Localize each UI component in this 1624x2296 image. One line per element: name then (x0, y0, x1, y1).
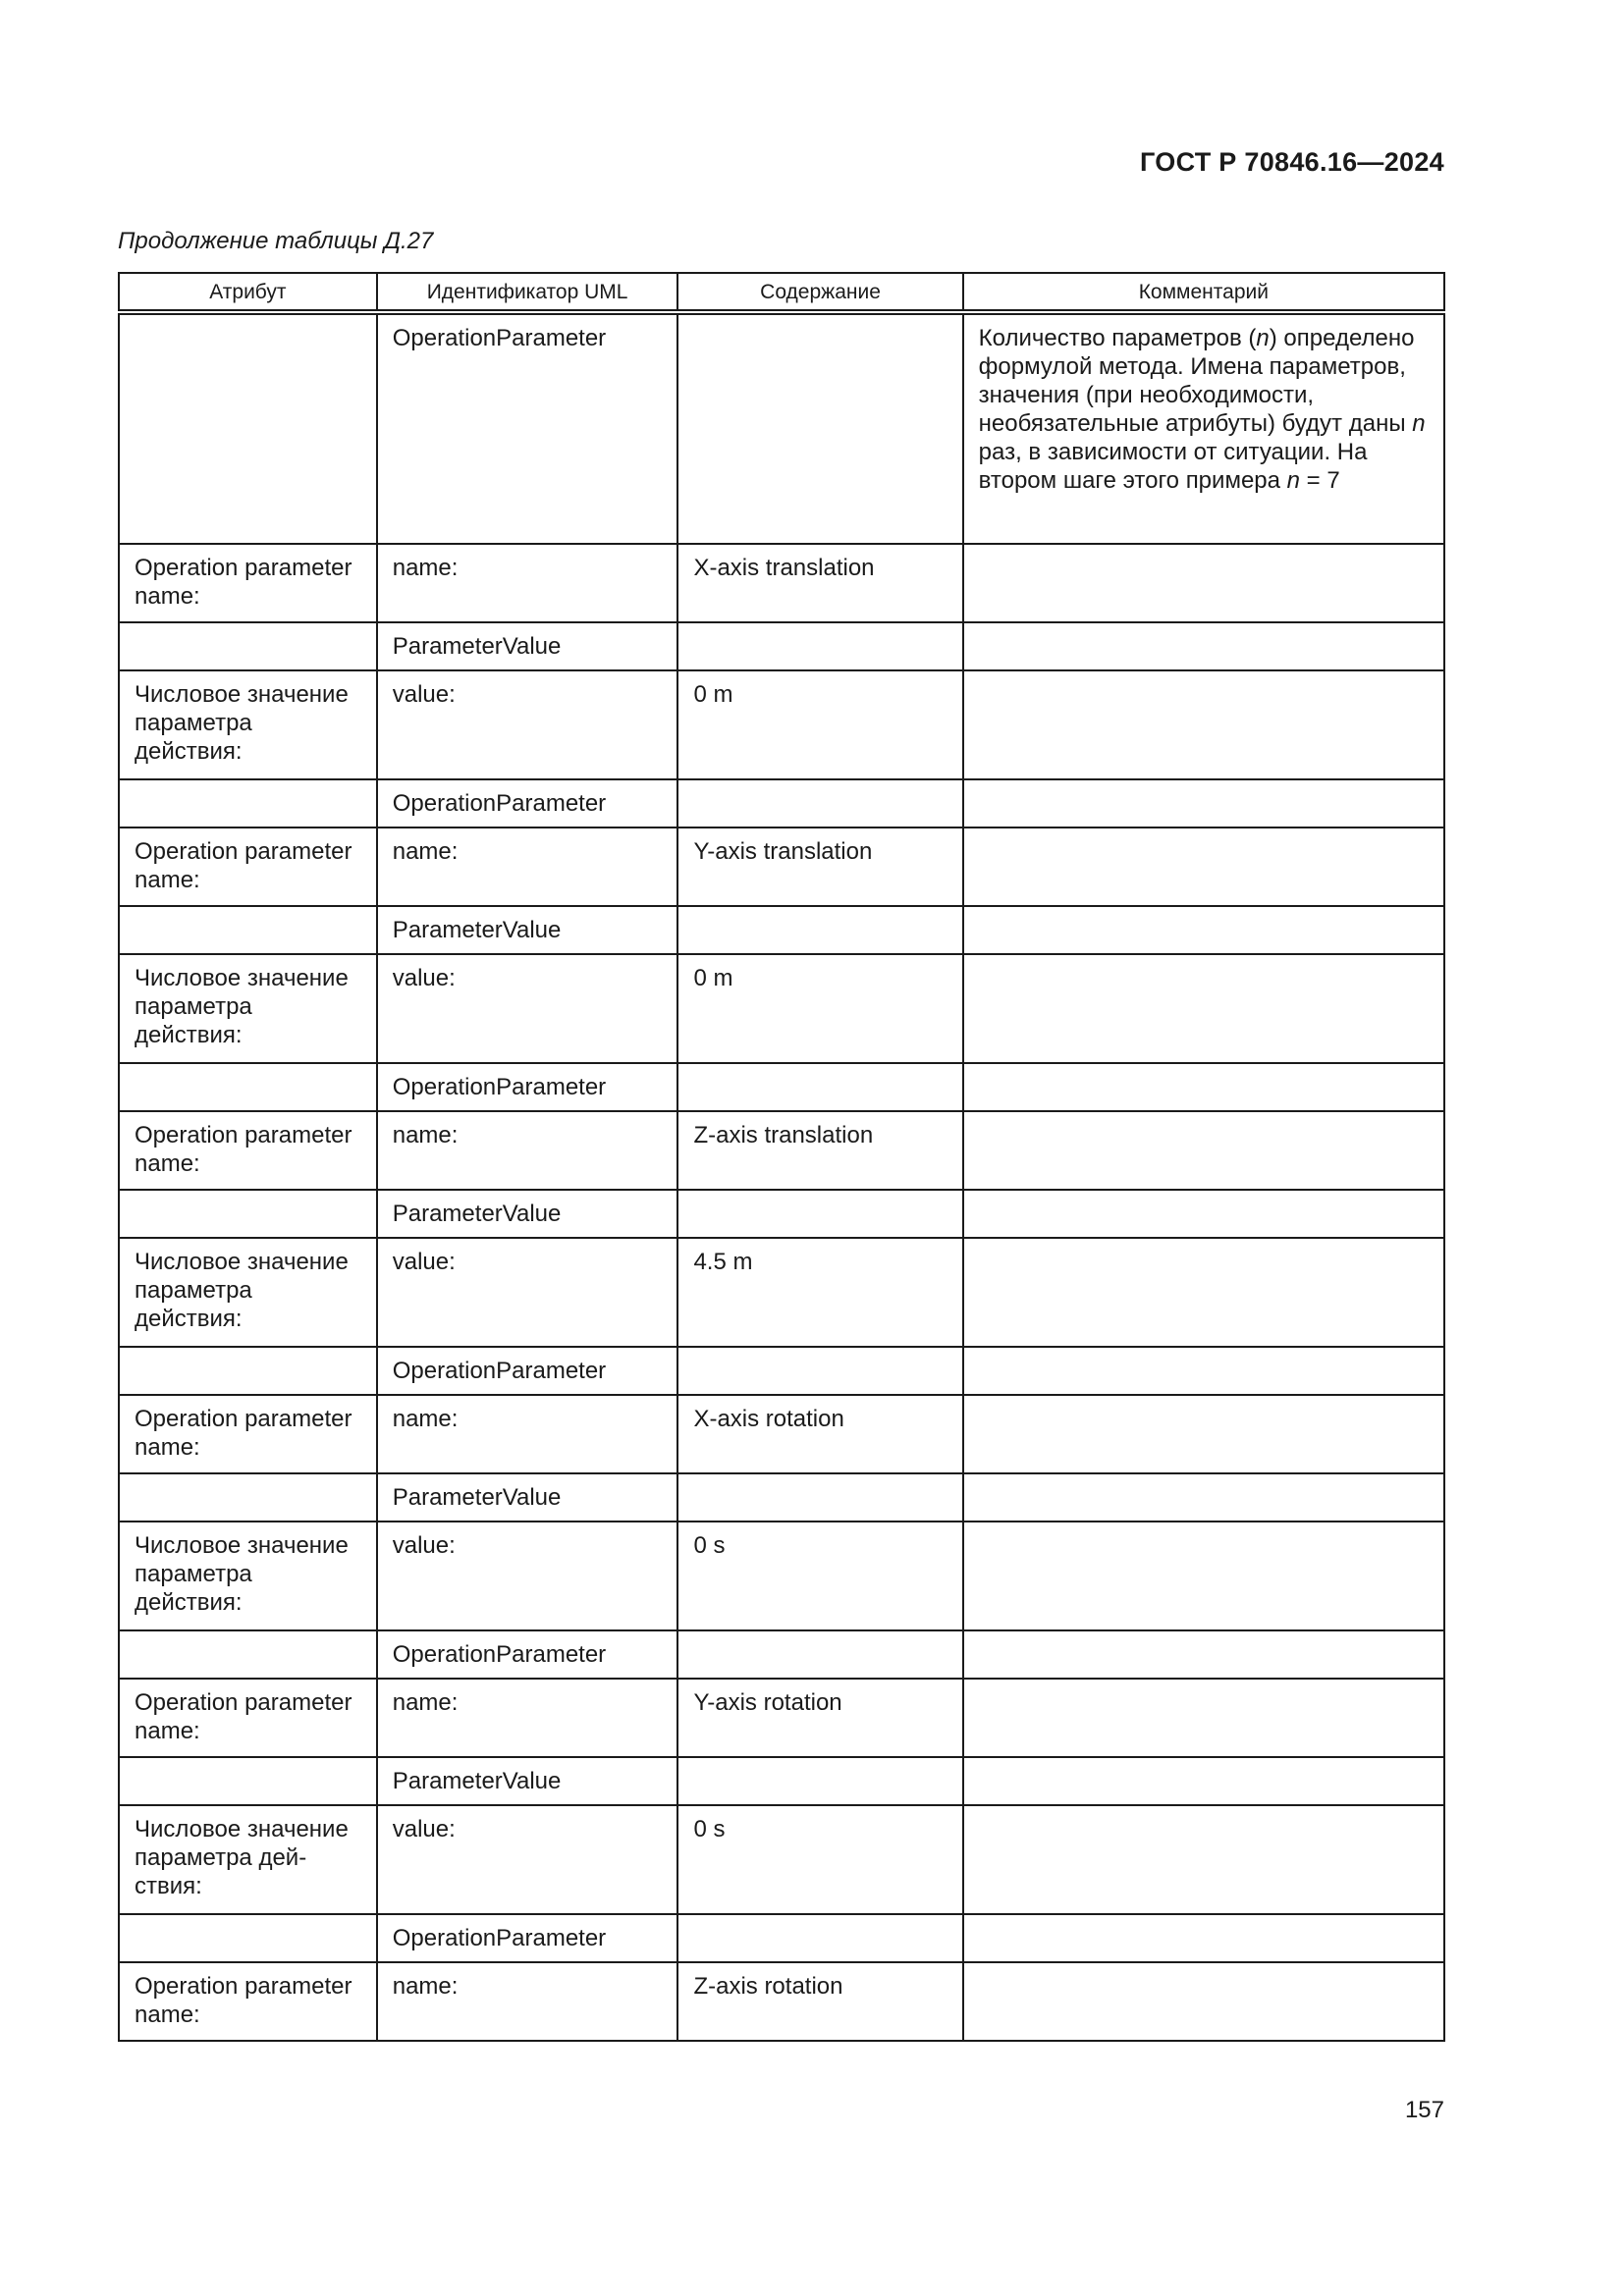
cell-attribute: Operation parameter name: (119, 828, 377, 906)
cell-uml: name: (377, 828, 678, 906)
cell-uml: name: (377, 1962, 678, 2041)
standard-designation: ГОСТ Р 70846.16—2024 (1140, 147, 1444, 177)
cell-uml: value: (377, 954, 678, 1063)
cell-attribute: Operation parameter name: (119, 544, 377, 622)
cell-comment (963, 622, 1444, 670)
cell-uml: OperationParameter (377, 1347, 678, 1395)
cell-content: X-axis translation (677, 544, 962, 622)
cell-uml: ParameterValue (377, 1473, 678, 1522)
table-row (119, 1063, 1444, 1111)
cell-content (677, 1473, 962, 1522)
header-comment: Комментарий (963, 273, 1444, 312)
header-attribute: Атрибут (119, 273, 377, 312)
table-header-row (119, 273, 1444, 312)
cell-attribute (119, 779, 377, 828)
cell-content: Z-axis translation (677, 1111, 962, 1190)
cell-comment (963, 1063, 1444, 1111)
cell-attribute: Operation parameter name: (119, 1395, 377, 1473)
cell-uml: OperationParameter (377, 312, 678, 544)
cell-comment (963, 544, 1444, 622)
cell-comment (963, 1190, 1444, 1238)
table-row (119, 1473, 1444, 1522)
cell-comment (963, 1962, 1444, 2041)
cell-attribute (119, 312, 377, 544)
cell-content (677, 906, 962, 954)
cell-uml: name: (377, 1111, 678, 1190)
cell-comment (963, 1630, 1444, 1679)
cell-content (677, 779, 962, 828)
cell-uml: name: (377, 544, 678, 622)
cell-comment: Количество параметров (n) определено формулой метода. Имена параметров, значения (при необходимости, необязательные атрибуты) будут даны n раз, в зависимости от ситуации. На втором шаге этого примера n = 7 (963, 312, 1444, 544)
cell-content: 0 m (677, 670, 962, 779)
cell-comment (963, 1914, 1444, 1962)
cell-content: 4.5 m (677, 1238, 962, 1347)
cell-comment (963, 954, 1444, 1063)
cell-uml: value: (377, 670, 678, 779)
cell-content (677, 1190, 962, 1238)
cell-attribute: Числовое значение параметра действия: (119, 954, 377, 1063)
cell-uml: OperationParameter (377, 1914, 678, 1962)
cell-comment (963, 779, 1444, 828)
cell-attribute: Operation parameter name: (119, 1679, 377, 1757)
cell-comment (963, 670, 1444, 779)
table-row (119, 1522, 1444, 1630)
cell-attribute (119, 1630, 377, 1679)
cell-attribute (119, 1757, 377, 1805)
cell-attribute: Operation parameter name: (119, 1111, 377, 1190)
cell-content: Y-axis translation (677, 828, 962, 906)
cell-attribute (119, 1473, 377, 1522)
table-row (119, 1111, 1444, 1190)
cell-uml: name: (377, 1679, 678, 1757)
table-row (119, 1347, 1444, 1395)
table-row (119, 906, 1444, 954)
cell-attribute (119, 1190, 377, 1238)
cell-comment (963, 1395, 1444, 1473)
cell-comment (963, 906, 1444, 954)
table-row (119, 670, 1444, 779)
cell-content (677, 1347, 962, 1395)
cell-content: 0 m (677, 954, 962, 1063)
cell-comment (963, 1347, 1444, 1395)
table-row (119, 312, 1444, 544)
header-content: Содержание (677, 273, 962, 312)
cell-content (677, 622, 962, 670)
cell-content (677, 312, 962, 544)
cell-content: 0 s (677, 1805, 962, 1914)
cell-comment (963, 1522, 1444, 1630)
cell-uml: OperationParameter (377, 1063, 678, 1111)
cell-attribute: Operation parameter name: (119, 1962, 377, 2041)
cell-attribute (119, 906, 377, 954)
cell-content: 0 s (677, 1522, 962, 1630)
header-uml-identifier: Идентификатор UML (377, 273, 678, 312)
table-row (119, 1679, 1444, 1757)
cell-attribute: Числовое значение параметра действия: (119, 670, 377, 779)
cell-uml: name: (377, 1395, 678, 1473)
table-row (119, 1805, 1444, 1914)
cell-attribute (119, 1914, 377, 1962)
table-row (119, 1757, 1444, 1805)
cell-uml: ParameterValue (377, 906, 678, 954)
cell-comment (963, 1757, 1444, 1805)
cell-attribute (119, 1063, 377, 1111)
page-number: 157 (1404, 2097, 1444, 2123)
cell-attribute (119, 1347, 377, 1395)
table-row (119, 622, 1444, 670)
cell-attribute (119, 622, 377, 670)
table-caption: Продолжение таблицы Д.27 (118, 228, 434, 254)
cell-uml: OperationParameter (377, 779, 678, 828)
cell-content (677, 1630, 962, 1679)
cell-content: Y-axis rotation (677, 1679, 962, 1757)
cell-comment (963, 1679, 1444, 1757)
cell-content (677, 1063, 962, 1111)
table-row (119, 1190, 1444, 1238)
attribute-table (118, 272, 1445, 2042)
cell-uml: value: (377, 1238, 678, 1347)
cell-uml: ParameterValue (377, 1757, 678, 1805)
cell-uml: value: (377, 1805, 678, 1914)
cell-content: Z-axis rotation (677, 1962, 962, 2041)
cell-attribute: Числовое значение параметра действия: (119, 1238, 377, 1347)
cell-content (677, 1757, 962, 1805)
cell-comment (963, 828, 1444, 906)
table-row (119, 1962, 1444, 2041)
cell-comment (963, 1238, 1444, 1347)
cell-uml: OperationParameter (377, 1630, 678, 1679)
cell-uml: value: (377, 1522, 678, 1630)
cell-content: X-axis rotation (677, 1395, 962, 1473)
table-row (119, 544, 1444, 622)
table-row (119, 1630, 1444, 1679)
table-row (119, 1914, 1444, 1962)
cell-attribute: Числовое значение параметра дей-ствия: (119, 1805, 377, 1914)
cell-attribute: Числовое значение параметра действия: (119, 1522, 377, 1630)
cell-uml: ParameterValue (377, 1190, 678, 1238)
table-row (119, 1395, 1444, 1473)
cell-comment (963, 1473, 1444, 1522)
table-row (119, 954, 1444, 1063)
table-row (119, 779, 1444, 828)
table-row (119, 1238, 1444, 1347)
cell-comment (963, 1805, 1444, 1914)
cell-uml: ParameterValue (377, 622, 678, 670)
cell-content (677, 1914, 962, 1962)
cell-comment (963, 1111, 1444, 1190)
table-row (119, 828, 1444, 906)
